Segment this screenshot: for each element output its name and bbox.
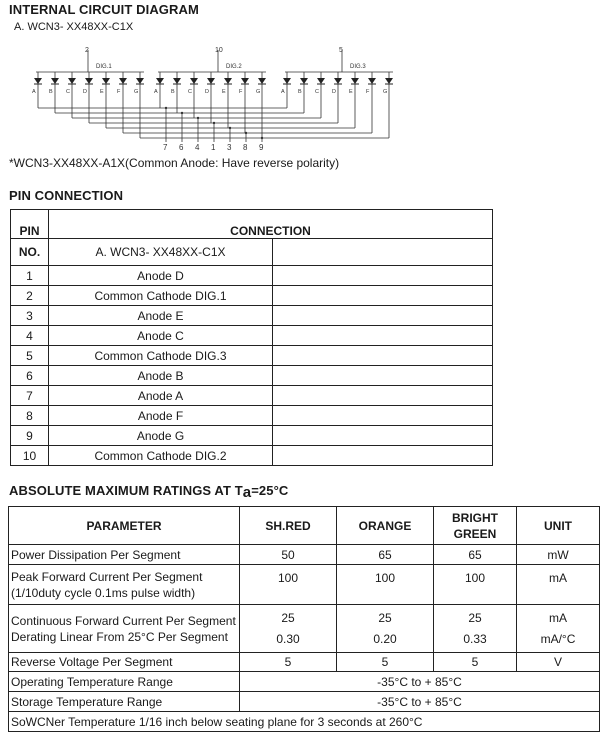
segment-label: A <box>32 89 36 95</box>
pin-connection: Anode E <box>49 306 273 326</box>
cont-label <box>9 605 240 653</box>
segment-label: C <box>315 89 319 95</box>
peak-label <box>9 565 240 605</box>
peak-label-2: (1/10duty cycle 0.1ms pulse width) <box>11 585 196 600</box>
col-bright: BRIGHT <box>452 510 498 525</box>
circuit-wires <box>36 50 393 142</box>
pin-number: 5 <box>11 346 49 366</box>
diode-triangle <box>173 78 181 84</box>
polarity-note: *WCN3-XX48XX-A1X(Common Anode: Have reverse polarity) <box>9 156 340 170</box>
reverse-label: Reverse Voltage Per Segment <box>9 653 240 672</box>
segment-label: B <box>49 89 53 95</box>
cont-label-1: Continuous Forward Current Per Segment <box>11 613 236 628</box>
junction-dot <box>261 137 263 139</box>
table-row <box>11 426 493 446</box>
pin-number: 3 <box>11 306 49 326</box>
segment-label: G <box>383 89 388 95</box>
table-row <box>11 266 493 286</box>
table-row <box>11 306 493 326</box>
pin-connection: Anode A <box>49 386 273 406</box>
variant-empty <box>273 239 493 266</box>
cont-green-1: 25 <box>468 610 482 625</box>
row-power <box>9 545 600 565</box>
table-row <box>11 346 493 366</box>
pin-empty <box>273 306 493 326</box>
diode-triangle <box>51 78 59 84</box>
segment-label: A <box>281 89 285 95</box>
segment-label: B <box>171 89 175 95</box>
reverse-green: 5 <box>434 653 517 672</box>
col-shred: SH.RED <box>240 507 337 545</box>
digit-label: DIG.3 <box>350 64 366 70</box>
cont-unit-2: mA/°C <box>540 631 576 646</box>
op-temp-value: -35°C to + 85°C <box>240 672 600 692</box>
no-col-header: NO. <box>11 239 49 266</box>
pin-number: 8 <box>11 406 49 426</box>
pin-empty <box>273 266 493 286</box>
junction-dot <box>245 132 247 134</box>
pin-empty <box>273 386 493 406</box>
cont-unit-1: mA <box>549 610 567 625</box>
diode-triangle <box>85 78 93 84</box>
diode-triangle <box>258 78 266 84</box>
pin-number: 2 <box>11 286 49 306</box>
diode-triangle <box>351 78 359 84</box>
bottom-pin-label: 3 <box>227 143 232 150</box>
segment-label: D <box>205 89 209 95</box>
cont-label-2: Derating Linear From 25°C Per Segment <box>11 629 228 644</box>
segment-label: B <box>298 89 302 95</box>
cont-orange-2: 0.20 <box>373 631 397 646</box>
cont-green <box>434 605 517 653</box>
row-st-temp <box>9 692 600 712</box>
pin-number: 6 <box>11 366 49 386</box>
diode-triangle <box>368 78 376 84</box>
diode-triangle <box>317 78 325 84</box>
power-unit: mW <box>517 545 600 565</box>
row-peak <box>9 565 600 605</box>
power-shred: 50 <box>240 545 337 565</box>
variant-header: A. WCN3- XX48XX-C1X <box>49 239 273 266</box>
peak-green: 100 <box>434 565 517 605</box>
col-parameter: PARAMETER <box>9 507 240 545</box>
diode-triangle <box>207 78 215 84</box>
col-bright-green <box>434 507 517 545</box>
st-temp-value: -35°C to + 85°C <box>240 692 600 712</box>
bottom-pin-label: 1 <box>211 143 216 150</box>
bottom-pin-label: 6 <box>179 143 184 150</box>
cont-orange-1: 25 <box>378 610 392 625</box>
segment-label: E <box>100 89 104 95</box>
circuit-variant: A. WCN3- XX48XX-C1X <box>14 21 134 33</box>
st-temp-label: Storage Temperature Range <box>9 692 240 712</box>
solder-label: SoWCNer Temperature 1/16 inch below seating plane for 3 seconds at 260°C <box>9 712 600 732</box>
pin-connection: Anode D <box>49 266 273 286</box>
pin-empty <box>273 406 493 426</box>
pin-empty <box>273 426 493 446</box>
col-green: GREEN <box>453 526 497 541</box>
segment-label: F <box>239 89 243 95</box>
pin-connection: Common Cathode DIG.2 <box>49 446 273 466</box>
diode-triangle <box>190 78 198 84</box>
bottom-pin-label: 8 <box>243 143 248 150</box>
digit-label: DIG.1 <box>96 64 112 70</box>
cont-shred <box>240 605 337 653</box>
diode-triangle <box>241 78 249 84</box>
table-row <box>11 366 493 386</box>
pin-empty <box>273 286 493 306</box>
cont-green-2: 0.33 <box>463 631 487 646</box>
segment-label: C <box>66 89 70 95</box>
diode-triangle <box>283 78 291 84</box>
diode-triangle <box>224 78 232 84</box>
power-label: Power Dissipation Per Segment <box>9 545 240 565</box>
table-row <box>11 446 493 466</box>
reverse-orange: 5 <box>337 653 434 672</box>
connection-col-header: CONNECTION <box>49 210 493 239</box>
pin-empty <box>273 326 493 346</box>
junction-dot <box>181 112 183 114</box>
pin-connection: Anode F <box>49 406 273 426</box>
pin-number: 4 <box>11 326 49 346</box>
bottom-pin-label: 4 <box>195 143 200 150</box>
junction-dot <box>229 127 231 129</box>
diode-triangle <box>136 78 144 84</box>
cont-orange <box>337 605 434 653</box>
peak-label-1: Peak Forward Current Per Segment <box>11 569 203 584</box>
bottom-pin-label: 9 <box>259 143 264 150</box>
peak-orange: 100 <box>337 565 434 605</box>
segment-label: G <box>256 89 261 95</box>
ratings-heading-sub: a <box>242 484 252 501</box>
segment-label: G <box>134 89 139 95</box>
pin-connection: Anode G <box>49 426 273 446</box>
diode-triangle <box>156 78 164 84</box>
diode-triangle <box>385 78 393 84</box>
pin-number: 7 <box>11 386 49 406</box>
pin-number: 10 <box>11 446 49 466</box>
segment-label: F <box>117 89 121 95</box>
common-pin-label: 2 <box>85 47 89 54</box>
segment-label: E <box>222 89 226 95</box>
segment-label: D <box>332 89 336 95</box>
pin-col-header: PIN <box>11 210 49 239</box>
circuit-heading: INTERNAL CIRCUIT DIAGRAM <box>9 2 199 17</box>
segment-label: A <box>154 89 158 95</box>
pin-number: 1 <box>11 266 49 286</box>
pin-connection: Anode B <box>49 366 273 386</box>
ratings-heading-main: ABSOLUTE MAXIMUM RATINGS AT T <box>9 483 243 498</box>
table-row <box>11 286 493 306</box>
pin-connection: Anode C <box>49 326 273 346</box>
circuit-diodes <box>34 78 393 139</box>
segment-label: D <box>83 89 87 95</box>
row-op-temp <box>9 672 600 692</box>
reverse-unit: V <box>517 653 600 672</box>
col-unit: UNIT <box>517 507 600 545</box>
table-row <box>11 386 493 406</box>
circuit-diagram <box>28 44 408 150</box>
pin-empty <box>273 366 493 386</box>
common-pin-label: 5 <box>339 47 343 54</box>
pin-heading: PIN CONNECTION <box>9 188 124 203</box>
pin-empty <box>273 446 493 466</box>
row-solder <box>9 712 600 732</box>
reverse-shred: 5 <box>240 653 337 672</box>
diode-triangle <box>334 78 342 84</box>
pin-connection: Common Cathode DIG.3 <box>49 346 273 366</box>
peak-shred: 100 <box>240 565 337 605</box>
pin-connection-table <box>10 209 493 466</box>
pin-rows <box>11 266 493 466</box>
op-temp-label: Operating Temperature Range <box>9 672 240 692</box>
cont-shred-1: 25 <box>281 610 295 625</box>
cont-unit <box>517 605 600 653</box>
ratings-heading <box>9 483 288 501</box>
table-row <box>11 406 493 426</box>
cont-shred-2: 0.30 <box>276 631 300 646</box>
power-green: 65 <box>434 545 517 565</box>
ratings-heading-tail: =25°C <box>251 483 289 498</box>
power-orange: 65 <box>337 545 434 565</box>
ratings-table <box>8 506 600 732</box>
segment-label: F <box>366 89 370 95</box>
bottom-pin-label: 7 <box>163 143 168 150</box>
segment-label: C <box>188 89 192 95</box>
row-reverse <box>9 653 600 672</box>
row-continuous <box>9 605 600 653</box>
circuit-labels <box>32 47 387 150</box>
junction-dot <box>213 122 215 124</box>
common-pin-label: 10 <box>215 47 223 54</box>
junction-dot <box>197 117 199 119</box>
diode-triangle <box>68 78 76 84</box>
pin-empty <box>273 346 493 366</box>
diode-triangle <box>102 78 110 84</box>
pin-connection: Common Cathode DIG.1 <box>49 286 273 306</box>
col-orange: ORANGE <box>337 507 434 545</box>
peak-unit: mA <box>517 565 600 605</box>
diode-triangle <box>34 78 42 84</box>
junction-dot <box>165 107 167 109</box>
segment-label: E <box>349 89 353 95</box>
pin-number: 9 <box>11 426 49 446</box>
diode-triangle <box>300 78 308 84</box>
digit-label: DIG.2 <box>226 64 242 70</box>
diode-triangle <box>119 78 127 84</box>
table-row <box>11 326 493 346</box>
